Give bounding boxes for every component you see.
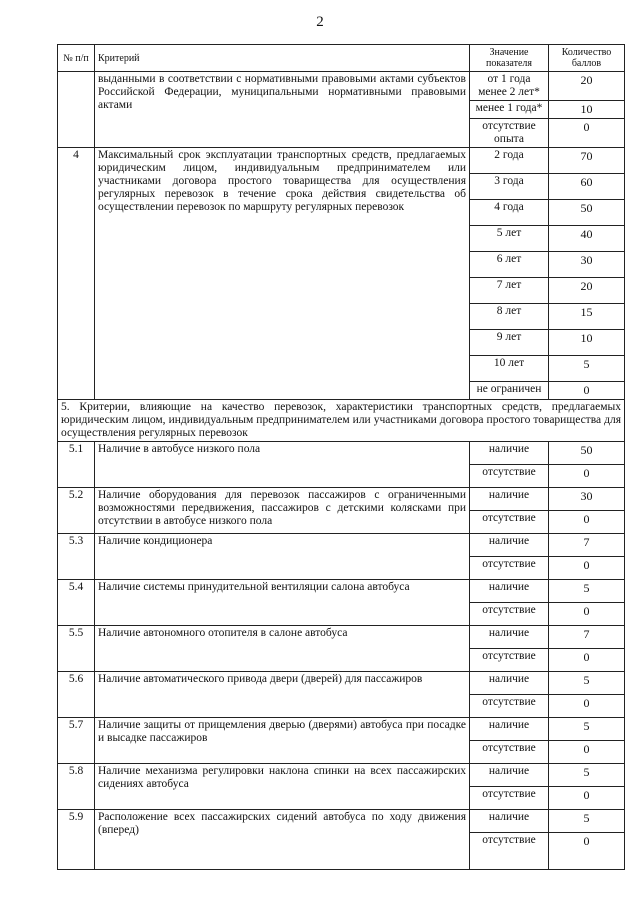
value-cell: отсутствие <box>470 741 549 764</box>
criterion-text: Наличие защиты от прищемления дверью (дверями) автобуса при посадке и высадке пассажиров <box>95 718 470 764</box>
criteria-table <box>57 44 625 870</box>
value-cell: отсутствие <box>470 787 549 810</box>
points-cell: 30 <box>549 252 625 278</box>
points-cell: 10 <box>549 330 625 356</box>
value-cell: наличие <box>470 488 549 511</box>
table-row <box>58 810 625 833</box>
table-header-row <box>58 45 625 72</box>
section-5-title: 5. Критерии, влияющие на качество перевозок, характеристики транспортных средств, предлагаемых юридическим лицом, индивидуальным предпринимателем или участниками договора простого товарищества для осуществления регулярных перевозок <box>58 400 625 442</box>
header-criterion: Критерий <box>95 45 470 72</box>
header-no: № п/п <box>58 45 95 72</box>
value-cell: отсутствие <box>470 511 549 534</box>
table-row <box>58 534 625 557</box>
value-cell: наличие <box>470 718 549 741</box>
points-cell: 0 <box>549 741 625 764</box>
points-cell: 50 <box>549 442 625 465</box>
value-cell: 4 года <box>470 200 549 226</box>
points-cell: 0 <box>549 649 625 672</box>
value-cell: отсутствие <box>470 603 549 626</box>
page-number: 2 <box>316 14 324 30</box>
criterion-text: Наличие автоматического привода двери (дверей) для пассажиров <box>95 672 470 718</box>
row-no: 5.5 <box>58 626 95 672</box>
value-cell: 5 лет <box>470 226 549 252</box>
points-cell: 20 <box>549 278 625 304</box>
value-cell: менее 1 года* <box>470 101 549 119</box>
points-cell: 5 <box>549 580 625 603</box>
points-cell: 0 <box>549 695 625 718</box>
header-points: Количество баллов <box>549 45 625 72</box>
table-row <box>58 626 625 649</box>
value-cell: наличие <box>470 534 549 557</box>
criterion-text: Максимальный срок эксплуатации транспортных средств, предлагаемых юридическим лицом, индивидуальным предпринимателем или участниками договора простого товарищества для осуществления регулярных перевозок в течение срока действия свидетельства об осуществлении перевозок по маршруту регулярных перевозок <box>95 148 470 400</box>
points-cell: 5 <box>549 356 625 382</box>
value-cell: 10 лет <box>470 356 549 382</box>
points-cell: 5 <box>549 810 625 833</box>
row-no: 5.9 <box>58 810 95 870</box>
points-cell: 30 <box>549 488 625 511</box>
criterion-text: Наличие автономного отопителя в салоне автобуса <box>95 626 470 672</box>
table-row <box>58 72 625 101</box>
table-row <box>58 488 625 511</box>
points-cell: 70 <box>549 148 625 174</box>
row-no: 5.8 <box>58 764 95 810</box>
value-cell: от 1 года менее 2 лет* <box>470 72 549 101</box>
criterion-text: Наличие системы принудительной вентиляции салона автобуса <box>95 580 470 626</box>
header-value: Значение показателя <box>470 45 549 72</box>
value-cell: отсутствие <box>470 557 549 580</box>
value-cell: наличие <box>470 442 549 465</box>
table-row <box>58 580 625 603</box>
points-cell: 0 <box>549 603 625 626</box>
criterion-text: Наличие механизма регулировки наклона спинки на всех пассажирских сидениях автобуса <box>95 764 470 810</box>
row-no: 5.4 <box>58 580 95 626</box>
points-cell: 20 <box>549 72 625 101</box>
table-row <box>58 442 625 465</box>
points-cell: 0 <box>549 833 625 870</box>
row-no: 5.7 <box>58 718 95 764</box>
points-cell: 0 <box>549 557 625 580</box>
value-cell: наличие <box>470 672 549 695</box>
table-row <box>58 672 625 695</box>
criterion-text: Наличие в автобусе низкого пола <box>95 442 470 488</box>
criterion-text: Наличие кондиционера <box>95 534 470 580</box>
points-cell: 0 <box>549 787 625 810</box>
points-cell: 15 <box>549 304 625 330</box>
value-cell: наличие <box>470 764 549 787</box>
row-no: 5.6 <box>58 672 95 718</box>
points-cell: 5 <box>549 672 625 695</box>
value-cell: отсутствие опыта <box>470 119 549 148</box>
table-row <box>58 764 625 787</box>
section-row <box>58 400 625 442</box>
points-cell: 60 <box>549 174 625 200</box>
value-cell: отсутствие <box>470 465 549 488</box>
row-no: 5.1 <box>58 442 95 488</box>
points-cell: 7 <box>549 534 625 557</box>
value-cell: не ограничен <box>470 382 549 400</box>
value-cell: 9 лет <box>470 330 549 356</box>
row-no <box>58 72 95 148</box>
value-cell: отсутствие <box>470 695 549 718</box>
table-row <box>58 718 625 741</box>
points-cell: 5 <box>549 718 625 741</box>
table-row <box>58 148 625 174</box>
value-cell: отсутствие <box>470 649 549 672</box>
points-cell: 10 <box>549 101 625 119</box>
criterion-text: выданными в соответствии с нормативными правовыми актами субъектов Российской Федерации, муниципальными нормативными правовыми актами <box>95 72 470 148</box>
points-cell: 50 <box>549 200 625 226</box>
value-cell: 8 лет <box>470 304 549 330</box>
criterion-text: Наличие оборудования для перевозок пассажиров с ограниченными возможностями передвижения, пассажиров с детскими колясками при отсутствии в автобусе низкого пола <box>95 488 470 534</box>
points-cell: 0 <box>549 511 625 534</box>
value-cell: 3 года <box>470 174 549 200</box>
points-cell: 40 <box>549 226 625 252</box>
value-cell: наличие <box>470 580 549 603</box>
value-cell: отсутствие <box>470 833 549 870</box>
row-no: 4 <box>58 148 95 400</box>
value-cell: наличие <box>470 810 549 833</box>
points-cell: 0 <box>549 465 625 488</box>
points-cell: 5 <box>549 764 625 787</box>
value-cell: наличие <box>470 626 549 649</box>
criterion-text: Расположение всех пассажирских сидений автобуса по ходу движения (вперед) <box>95 810 470 870</box>
value-cell: 2 года <box>470 148 549 174</box>
points-cell: 7 <box>549 626 625 649</box>
row-no: 5.2 <box>58 488 95 534</box>
value-cell: 7 лет <box>470 278 549 304</box>
row-no: 5.3 <box>58 534 95 580</box>
points-cell: 0 <box>549 119 625 148</box>
points-cell: 0 <box>549 382 625 400</box>
value-cell: 6 лет <box>470 252 549 278</box>
